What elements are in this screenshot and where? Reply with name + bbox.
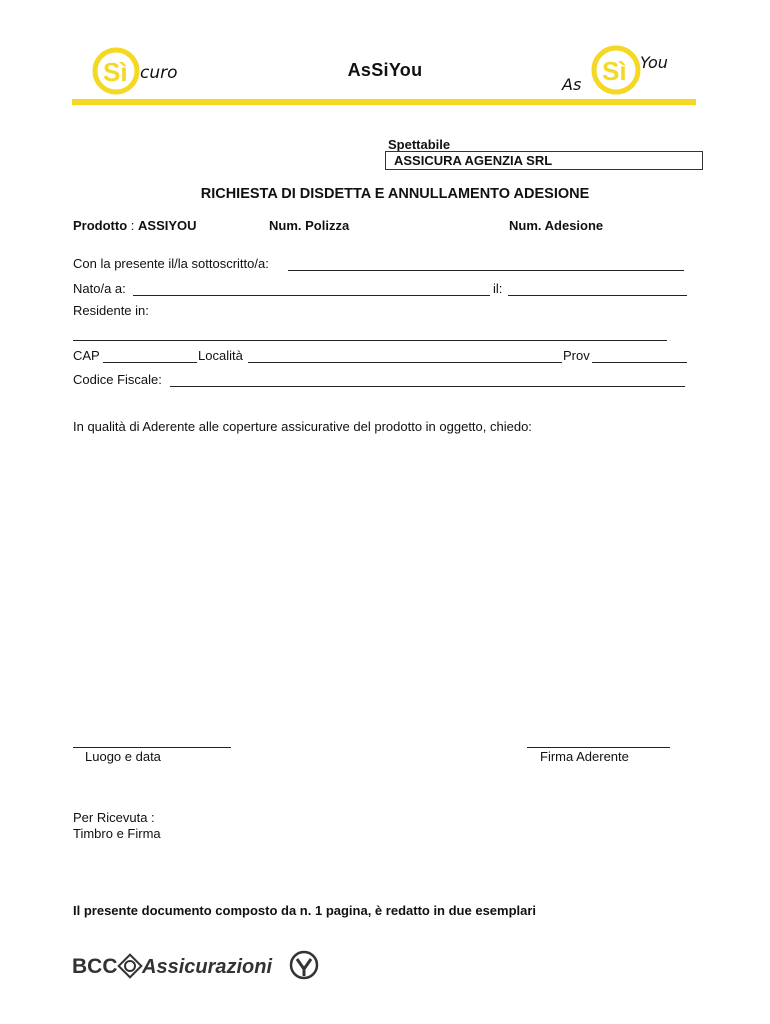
- product-label: Prodotto: [73, 218, 128, 233]
- place-date-line[interactable]: [73, 747, 231, 748]
- sicuro-curo-text: curo: [140, 63, 178, 83]
- assiyou-logo-icon: [560, 42, 675, 100]
- bcc-assicurazioni-logo-icon: [72, 946, 322, 986]
- bcc-text: BCC: [72, 955, 118, 978]
- assiyou-as-text: As: [562, 75, 582, 94]
- birthdate-label: il:: [493, 281, 503, 296]
- city-input-line[interactable]: [248, 362, 562, 363]
- province-input-line[interactable]: [592, 362, 687, 363]
- receipt-line-2: Timbro e Firma: [73, 826, 161, 841]
- residence-input-line[interactable]: [73, 340, 667, 341]
- province-label: Prov: [563, 348, 590, 363]
- product-value: ASSIYOU: [138, 218, 197, 233]
- receipt-line-1: Per Ricevuta :: [73, 810, 155, 825]
- city-label: Località: [198, 348, 243, 363]
- product-field: [73, 218, 197, 233]
- signature-line[interactable]: [527, 747, 670, 748]
- place-date-label: Luogo e data: [85, 749, 161, 764]
- birthplace-input-line[interactable]: [133, 295, 490, 296]
- cap-input-line[interactable]: [103, 362, 197, 363]
- cap-label: CAP: [73, 348, 100, 363]
- subscriber-input-line[interactable]: [288, 270, 684, 271]
- birthdate-input-line[interactable]: [508, 295, 687, 296]
- request-statement: In qualità di Aderente alle coperture assicurative del prodotto in oggetto, chiedo:: [73, 419, 532, 434]
- product-separator: :: [130, 218, 135, 233]
- tax-code-label: Codice Fiscale:: [73, 372, 162, 387]
- assiyou-you-text: You: [640, 53, 668, 72]
- subscriber-label: Con la presente il/la sottoscritto/a:: [73, 256, 269, 271]
- footer-note: Il presente documento composto da n. 1 pagina, è redatto in due esemplari: [73, 903, 537, 918]
- recipient-label: Spettabile: [388, 137, 451, 152]
- assicurazioni-text: Assicurazioni: [142, 956, 273, 978]
- signature-label: Firma Aderente: [540, 749, 629, 764]
- residence-label: Residente in:: [73, 303, 149, 318]
- assiyou-si-text: Sì: [602, 56, 627, 86]
- header-divider: [72, 99, 696, 105]
- form-title: RICHIESTA DI DISDETTA E ANNULLAMENTO ADESIONE: [200, 186, 590, 202]
- sicuro-logo-icon: [92, 44, 187, 96]
- tax-code-input-line[interactable]: [170, 386, 685, 387]
- policy-number-label: Num. Polizza: [269, 218, 350, 233]
- page-header-title: AsSiYou: [347, 60, 423, 80]
- membership-number-label: Num. Adesione: [509, 218, 604, 233]
- recipient-name-box: ASSICURA AGENZIA SRL: [385, 151, 703, 170]
- birthplace-label: Nato/a a:: [73, 281, 126, 296]
- sicuro-si-text: Sì: [103, 57, 128, 87]
